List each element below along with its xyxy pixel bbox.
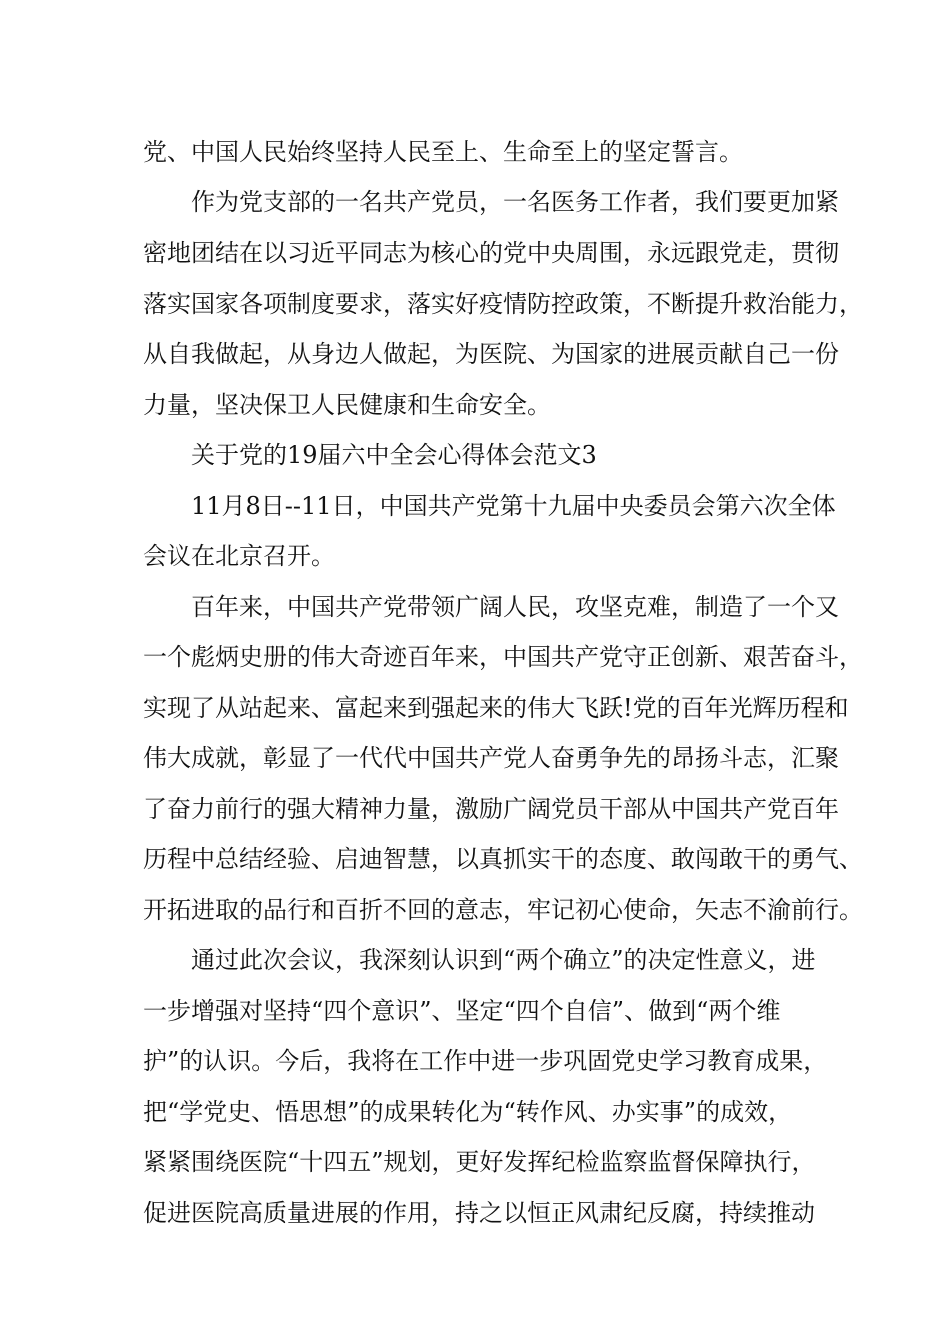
text-line: 历程中总结经验、启迪智慧，以真抓实干的态度、敢闯敢干的勇气、	[143, 845, 863, 873]
text-line: 护”的认识。今后，我将在工作中进一步巩固党史学习教育成果，	[143, 1047, 828, 1075]
text-line: 紧紧围绕医院“十四五”规划，更好发挥纪检监察监督保障执行，	[143, 1148, 816, 1176]
text-line: 一步增强对坚持“四个意识”、坚定“四个自信”、做到“两个维	[143, 997, 781, 1025]
text-line: 密地团结在以习近平同志为核心的党中央周围，永远跟党走，贯彻	[143, 239, 839, 267]
text-line: 通过此次会议，我深刻认识到“两个确立”的决定性意义，进	[191, 946, 816, 974]
text-line: 从自我做起，从身边人做起，为医院、为国家的进展贡献自己一份	[143, 340, 839, 368]
text-line: 百年来，中国共产党带领广阔人民，攻坚克难，制造了一个又	[191, 593, 839, 621]
text-line: 落实国家各项制度要求，落实好疫情防控政策，不断提升救治能力，	[143, 290, 863, 318]
text-line: 实现了从站起来、富起来到强起来的伟大飞跃!党的百年光辉历程和	[143, 694, 849, 722]
text-line: 力量，坚决保卫人民健康和生命安全。	[143, 391, 551, 419]
text-line: 党、中国人民始终坚持人民至上、生命至上的坚定誓言。	[143, 138, 743, 166]
text-line: 开拓进取的品行和百折不回的意志，牢记初心使命，矢志不渝前行。	[143, 896, 863, 924]
text-line: 伟大成就，彰显了一代代中国共产党人奋勇争先的昂扬斗志，汇聚	[143, 744, 839, 772]
section-heading: 关于党的19届六中全会心得体会范文3	[191, 441, 597, 469]
text-line: 作为党支部的一名共产党员，一名医务工作者，我们要更加紧	[191, 188, 839, 216]
text-line: 11月8日--11日，中国共产党第十九届中央委员会第六次全体	[191, 492, 836, 520]
text-line: 促进医院高质量进展的作用，持之以恒正风肃纪反腐，持续推动	[143, 1199, 815, 1227]
text-line: 一个彪炳史册的伟大奇迹百年来，中国共产党守正创新、艰苦奋斗，	[143, 643, 863, 671]
text-line: 了奋力前行的强大精神力量，激励广阔党员干部从中国共产党百年	[143, 795, 839, 823]
text-line: 把“学党史、悟思想”的成果转化为“转作风、办实事”的成效，	[143, 1098, 793, 1126]
text-line: 会议在北京召开。	[143, 542, 335, 570]
